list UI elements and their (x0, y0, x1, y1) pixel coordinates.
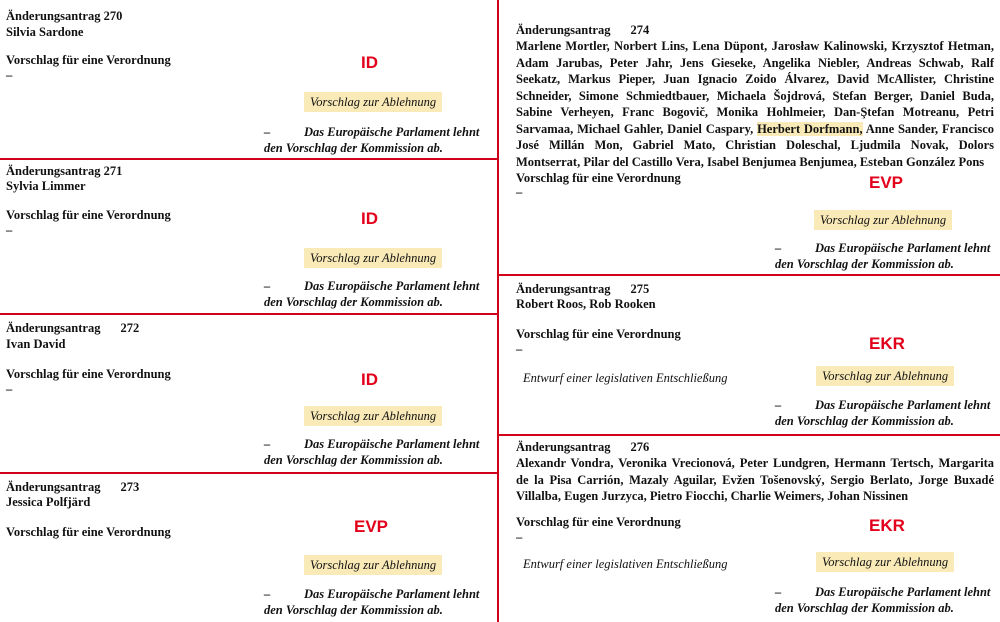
proposal-label: Vorschlag für eine Verordnung (516, 327, 681, 341)
parliament-statement (264, 124, 484, 156)
parliament-statement (775, 240, 995, 272)
party-label: EKR (869, 334, 905, 353)
proposal-dash: – (6, 223, 13, 237)
parliament-text: Das Europäische Parlament lehnt den Vorschlag der Kommission ab. (775, 241, 991, 271)
proposal-label: Vorschlag für eine Verordnung (516, 515, 681, 529)
amendment-number (6, 479, 139, 495)
proposal-dash: – (516, 342, 523, 356)
amendment-number (6, 320, 139, 336)
column-divider (497, 0, 499, 622)
party-label: ID (361, 53, 378, 72)
rejection-badge: Vorschlag zur Ablehnung (304, 555, 442, 575)
amendment-authors: Alexandr Vondra, Veronika Vrecionová, Peter Lundgren, Hermann Tertsch, Margarita de la Pisa Carrión, Mazaly Aguilar, Evžen Tošenovský, Sergio Berlato, Jorge Buxadé Villalba, Eugen Jurzyca, Pietro Fiocchi, Charlie Weimers, Johan Nissinen (516, 456, 994, 503)
separator-line (499, 434, 1000, 436)
authors-text: Anne Sander, Francisco José Millán Mon, Gabriel Mato, Christian Doleschal, Ljudmila Novak, Dolors Montserrat, Pilar del Castillo Vera, Isabel Benjumea Benjumea, Esteban González Pons (516, 121, 995, 169)
separator-line (0, 158, 497, 160)
separator-line (499, 274, 1000, 276)
highlighted-author: Herbert Dorfmann, (757, 121, 863, 136)
amendment-number (516, 22, 649, 38)
amendment-authors (516, 38, 994, 170)
amendment-authors: Robert Roos, Rob Rooken (516, 297, 656, 311)
rejection-badge: Vorschlag zur Ablehnung (304, 406, 442, 426)
proposal-label: Vorschlag für eine Verordnung (6, 208, 171, 222)
parliament-dash: – (264, 125, 271, 139)
proposal-dash: – (516, 185, 523, 199)
proposal-label: Vorschlag für eine Verordnung (516, 171, 681, 185)
parliament-dash: – (264, 587, 271, 601)
proposal-label: Vorschlag für eine Verordnung (6, 367, 171, 381)
amendment-label: Änderungsantrag (516, 440, 611, 454)
parliament-text: Das Europäische Parlament lehnt den Vorschlag der Kommission ab. (775, 585, 991, 615)
parliament-text: Das Europäische Parlament lehnt den Vorschlag der Kommission ab. (264, 125, 480, 155)
party-label: EVP (354, 517, 389, 536)
rejection-badge: Vorschlag zur Ablehnung (816, 366, 954, 386)
proposal-dash: – (516, 530, 523, 544)
proposal-label: Vorschlag für eine Verordnung (6, 53, 171, 67)
parliament-dash: – (775, 241, 782, 255)
amendment-number: Änderungsantrag 271 (6, 164, 123, 178)
amendment-label: Änderungsantrag (6, 480, 101, 494)
separator-line (0, 313, 497, 315)
rejection-badge: Vorschlag zur Ablehnung (814, 210, 952, 230)
party-label: EVP (869, 173, 904, 192)
draft-resolution-label: Entwurf einer legislativen Entschließung (523, 371, 728, 385)
proposal-dash: – (6, 68, 13, 82)
parliament-text: Das Europäische Parlament lehnt den Vorschlag der Kommission ab. (264, 279, 480, 309)
amendment-number (516, 439, 649, 455)
rejection-badge: Vorschlag zur Ablehnung (304, 248, 442, 268)
parliament-text: Das Europäische Parlament lehnt den Vorschlag der Kommission ab. (264, 587, 480, 617)
amendment-label: Änderungsantrag (6, 321, 101, 335)
amendment-num: 276 (630, 440, 650, 454)
proposal-label: Vorschlag für eine Verordnung (6, 525, 171, 539)
parliament-dash: – (775, 398, 782, 412)
party-label: ID (361, 209, 378, 228)
proposal-dash: – (6, 382, 13, 396)
amendment-authors: Ivan David (6, 337, 66, 351)
amendment-number (516, 281, 649, 297)
amendment-num: 272 (120, 321, 140, 335)
parliament-statement (775, 397, 995, 429)
amendment-num: 275 (630, 282, 650, 296)
amendment-authors: Sylvia Limmer (6, 179, 86, 193)
separator-line (0, 472, 497, 474)
parliament-statement (775, 584, 995, 616)
rejection-badge: Vorschlag zur Ablehnung (816, 552, 954, 572)
amendment-num: 274 (630, 23, 650, 37)
parliament-statement (264, 586, 484, 618)
party-label: ID (361, 370, 378, 389)
authors-text: Marlene Mortler, Norbert Lins, Lena Düpont, Jarosław Kalinowski, Krzysztof Hetman, Adam Jarubas, Peter Jahr, Jens Gieseke, Angelika Niebler, Andreas Schwab, Ralf Seekatz, Markus Pieper, Juan Ignacio Zoido Álvarez, David McAllister, Christine Schneider, Simone Schmiedtbauer, Michaela Šojdrová, Stefan Berger, Daniel Buda, Sabine Verheyen, Franc Bogovič, Monika Hohlmeier, Dan-Ştefan Motreanu, Petri Sarvamaa, Michael Gahler, Daniel Caspary, (516, 39, 994, 136)
amendment-num: 273 (120, 480, 140, 494)
rejection-badge: Vorschlag zur Ablehnung (304, 92, 442, 112)
parliament-dash: – (775, 585, 782, 599)
amendment-label: Änderungsantrag (516, 282, 611, 296)
amendment-number: Änderungsantrag 270 (6, 9, 123, 23)
parliament-dash: – (264, 279, 271, 293)
party-label: EKR (869, 516, 905, 535)
parliament-text: Das Europäische Parlament lehnt den Vorschlag der Kommission ab. (775, 398, 991, 428)
amendment-authors: Jessica Polfjärd (6, 495, 91, 509)
parliament-statement (264, 278, 484, 310)
amendment-authors: Silvia Sardone (6, 25, 84, 39)
amendment-label: Änderungsantrag (516, 23, 611, 37)
parliament-statement (264, 436, 484, 468)
parliament-text: Das Europäische Parlament lehnt den Vorschlag der Kommission ab. (264, 437, 480, 467)
parliament-dash: – (264, 437, 271, 451)
draft-resolution-label: Entwurf einer legislativen Entschließung (523, 557, 728, 571)
